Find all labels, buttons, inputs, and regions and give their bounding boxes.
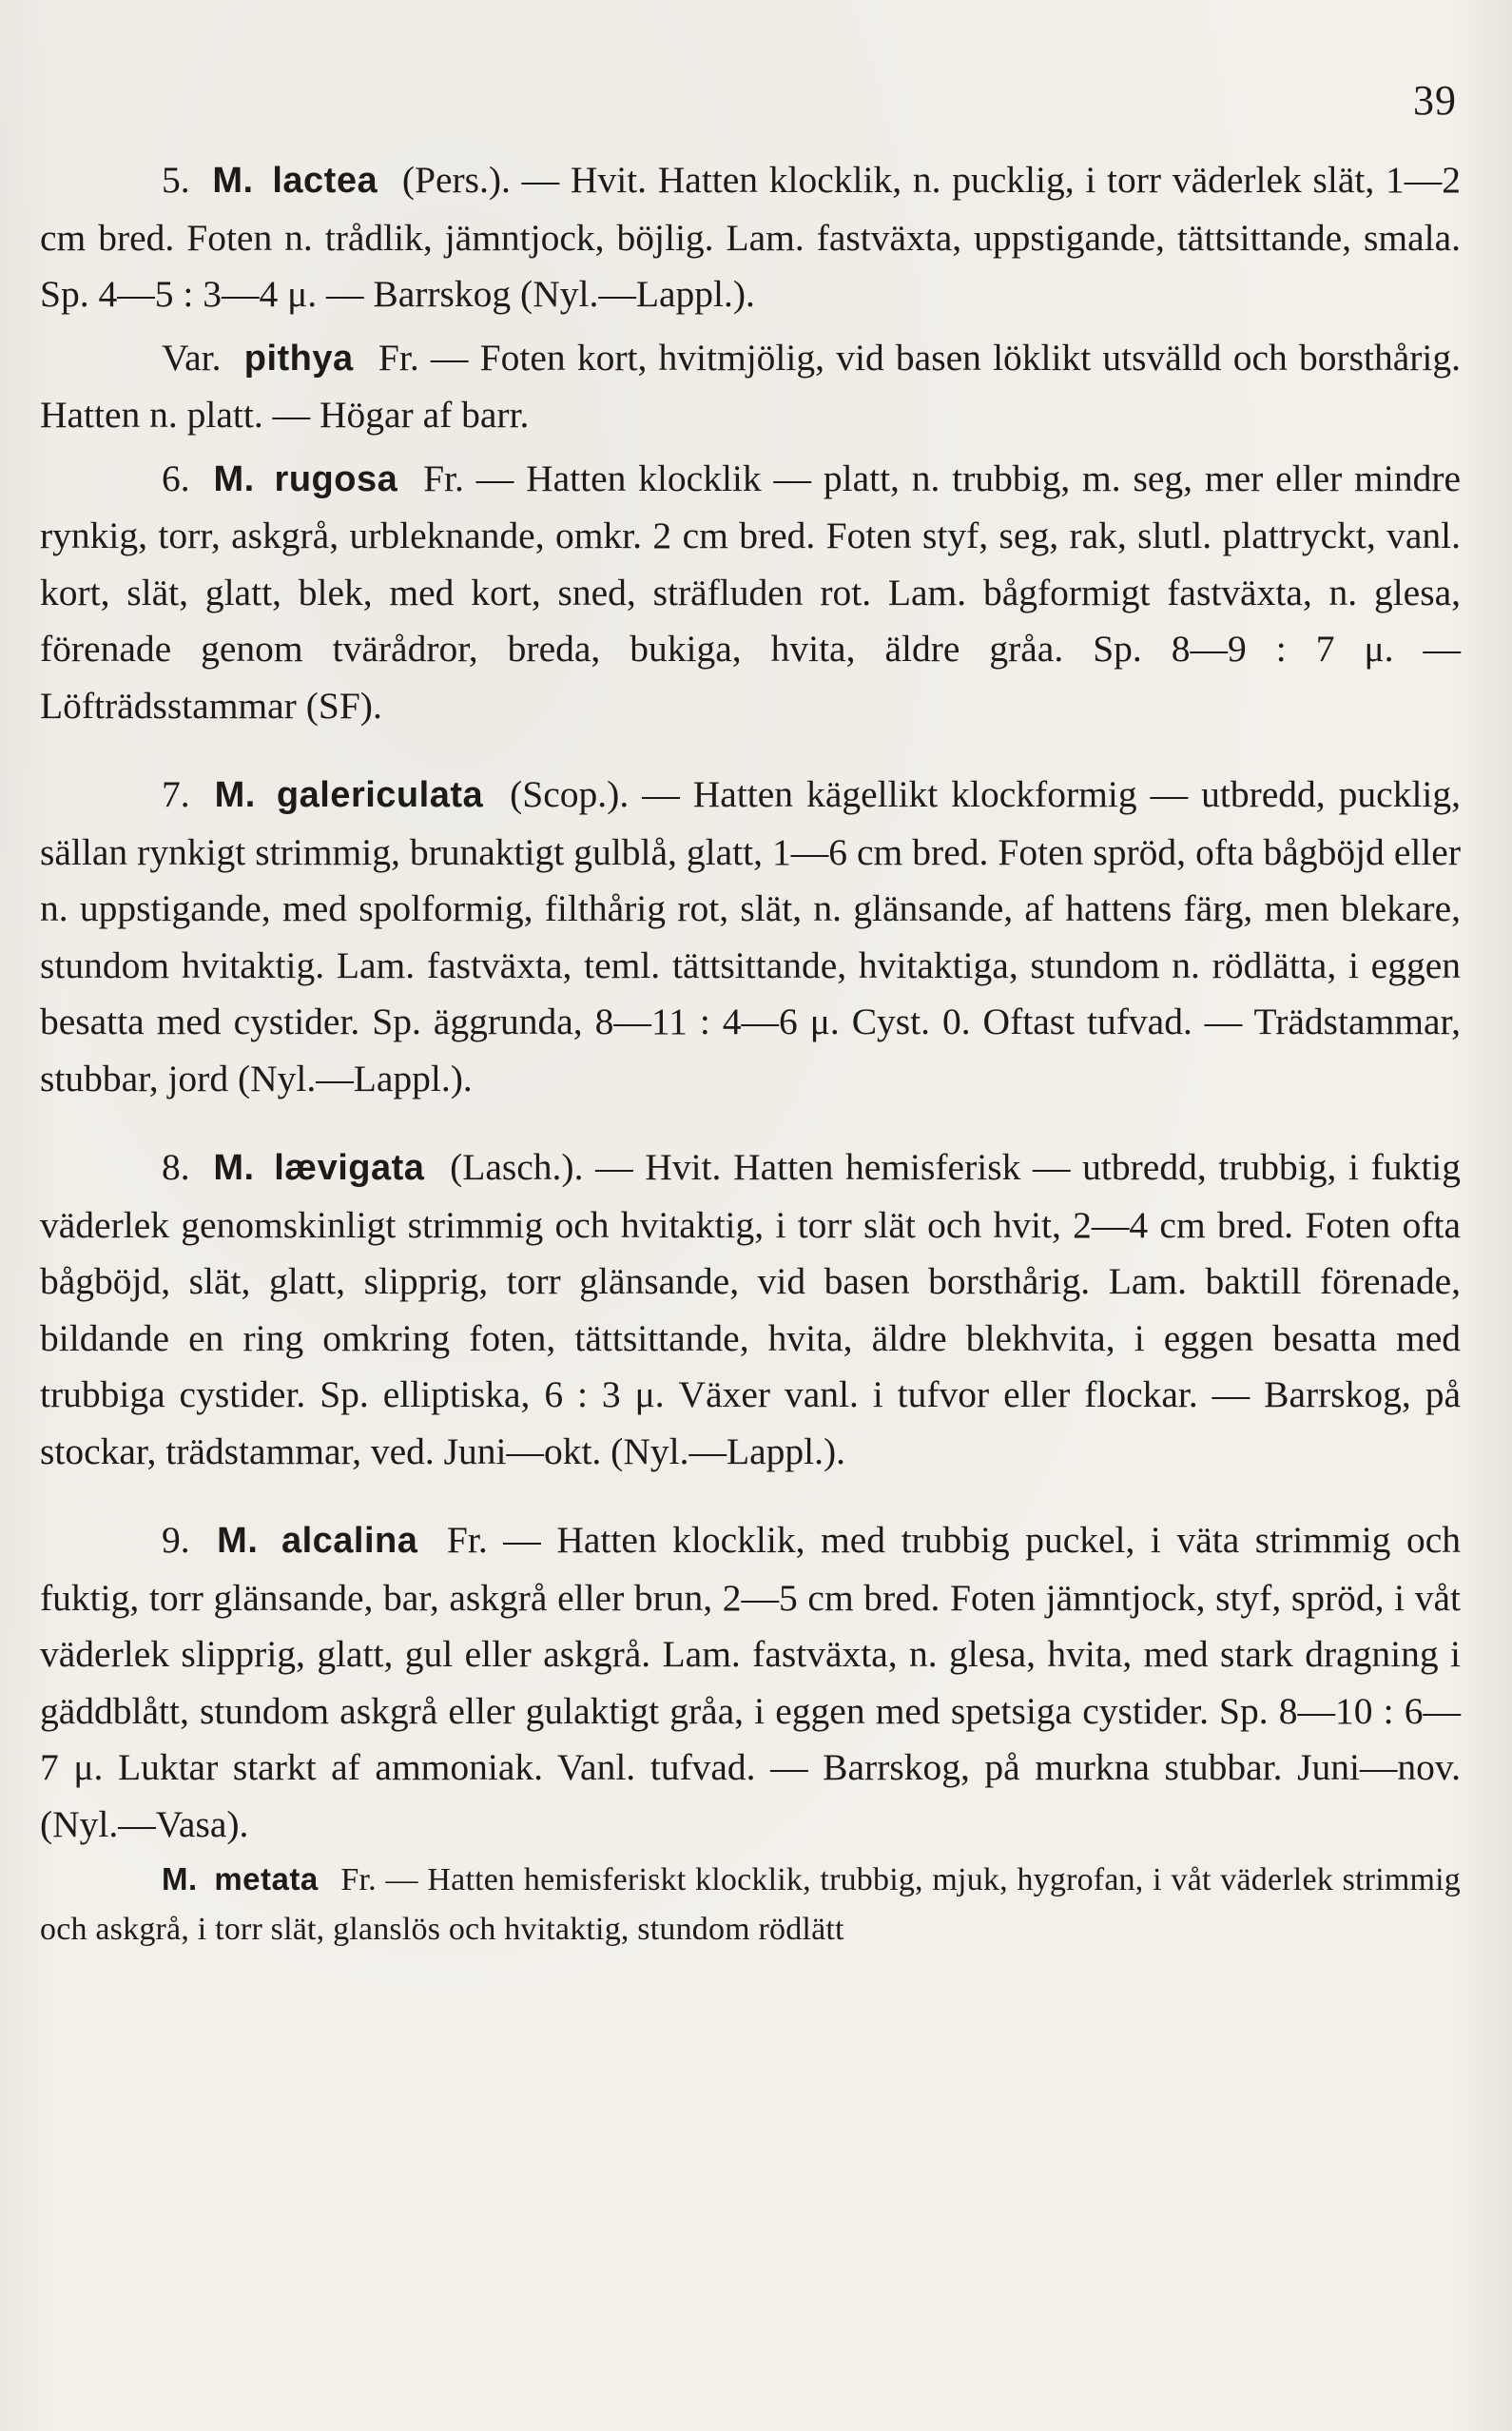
entry-description: Fr. — Hatten klocklik, med trubbig puckel, i väta strimmig och fuktig, torr glänsande, bar, askgrå eller brun, 2—5 cm bred. Foten jämntjock, styf, spröd, i våt väderlek slipprig, glatt, gul eller askgrå. Lam. fastväxta, n. glesa, hvita, med stark dragning i gäddblått, stundom askgrå eller gulaktigt gråa, i eggen med spetsiga cystider. Sp. 8—10 : 6—7 μ. Luktar starkt af ammoniak. Vanl. tufvad. — Barrskog, på murkna stubbar. Juni—nov. (Nyl.—Vasa).	[40, 1519, 1462, 1845]
species-name: metata	[214, 1861, 319, 1896]
entry-alcalina	[40, 1512, 1461, 1853]
species-name: alcalina	[281, 1521, 418, 1561]
entry-description: Fr. — Hatten hemisferiskt klocklik, trubbig, mjuk, hygrofan, i våt väderlek strimmig och askgrå, i torr slät, glanslös och hvitaktig, stundom rödlätt	[40, 1862, 1461, 1947]
entry-number: 6.	[162, 457, 190, 499]
entry-rugosa	[40, 451, 1461, 735]
entry-number: 9.	[162, 1519, 190, 1561]
variety-prefix: Var.	[162, 336, 222, 379]
entry-number: 7.	[162, 773, 190, 815]
entry-description: (Pers.). — Hvit. Hatten klocklik, n. pucklig, i torr väderlek slät, 1—2 cm bred. Foten n. trådlik, jämntjock, böjlig. Lam. fastväxta, uppstigande, tättsittande, smala. Sp. 4—5 : 3—4 μ. — Barrskog (Nyl.—Lappl.).	[40, 159, 1462, 315]
entry-lactea	[40, 152, 1461, 323]
species-name: lactea	[272, 161, 378, 201]
entry-laevigata	[40, 1139, 1461, 1480]
genus-abbrev: M.	[212, 161, 254, 201]
entry-galericulata	[40, 767, 1461, 1107]
genus-abbrev: M.	[162, 1861, 198, 1896]
entry-description: (Lasch.). — Hvit. Hatten hemisferisk — utbredd, trubbig, i fuktig väderlek genomskinligt strimmig och hvitaktig, i torr slät och hvit, 2—4 cm bred. Foten ofta bågböjd, slät, glatt, slipprig, torr glänsande, vid basen borsthårig. Lam. baktill förenade, bildande en ring omkring foten, tättsittande, hvita, äldre blekhvita, i eggen besatta med trubbiga cystider. Sp. elliptiska, 6 : 3 μ. Växer vanl. i tufvor eller flockar. — Barrskog, på stockar, trädstammar, ved. Juni—okt. (Nyl.—Lappl.).	[40, 1146, 1462, 1472]
species-name: rugosa	[274, 458, 398, 499]
species-name: galericulata	[276, 775, 484, 815]
entry-number: 5.	[162, 159, 190, 201]
genus-abbrev: M.	[217, 1521, 259, 1561]
variety-name: pithya	[243, 338, 354, 379]
species-name: lævigata	[274, 1148, 425, 1188]
entry-description: Fr. — Foten kort, hvitmjölig, vid basen löklikt utsvälld och borsthårig. Hatten n. platt. — Högar af barr.	[40, 336, 1462, 436]
entry-metata	[40, 1855, 1461, 1955]
entry-description: Fr. — Hatten klocklik — platt, n. trubbig, m. seg, mer eller mindre rynkig, torr, askgrå, urbleknande, omkr. 2 cm bred. Foten styf, seg, rak, slutl. plattryckt, vanl. kort, slät, glatt, blek, med kort, sned, sträfluden rot. Lam. bågformigt fastväxta, n. glesa, förenade genom tvärådror, breda, bukiga, hvita, äldre gråa. Sp. 8—9 : 7 μ. — Löfträdsstammar (SF).	[40, 457, 1461, 727]
entry-var-pithya	[40, 330, 1461, 444]
genus-abbrev: M.	[213, 1148, 255, 1188]
genus-abbrev: M.	[214, 775, 256, 815]
entry-number: 8.	[162, 1146, 190, 1188]
entry-description: (Scop.). — Hatten kägellikt klockformig — utbredd, pucklig, sällan rynkigt strimmig, brunaktigt gulblå, glatt, 1—6 cm bred. Foten spröd, ofta bågböjd eller n. uppstigande, med spolformig, filthårig rot, slät, n. glänsande, af hattens färg, men blekare, stundom hvitaktig. Lam. fastväxta, teml. tättsittande, hvitaktiga, stundom n. rödlätta, i eggen besatta med cystider. Sp. äggrunda, 8—11 : 4—6 μ. Cyst. 0. Oftast tufvad. — Trädstammar, stubbar, jord (Nyl.—Lappl.).	[40, 773, 1462, 1099]
page-number: 39	[1413, 77, 1457, 124]
species-entries	[40, 152, 1461, 1955]
genus-abbrev: M.	[213, 458, 255, 499]
